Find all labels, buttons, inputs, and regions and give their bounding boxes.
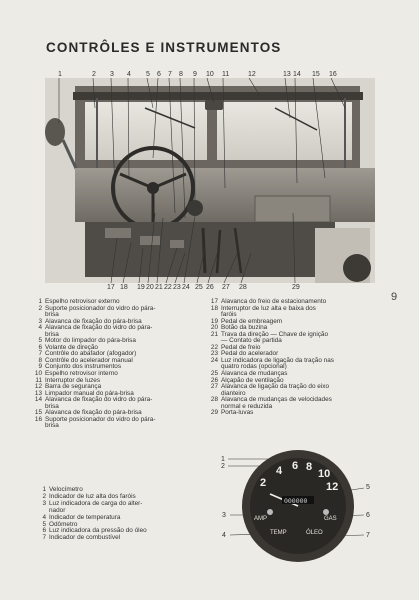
- list-item: 11 Interruptor de luzes: [35, 376, 101, 384]
- list-item: 12 Barra de segurança: [34, 383, 102, 391]
- page-number: 9: [391, 291, 398, 303]
- callout-1: 1: [58, 71, 62, 78]
- list-item: 20 Botão da buzina: [210, 324, 268, 332]
- list-item: 10 Espelho retrovisor interno: [34, 370, 118, 378]
- callout-6: 6: [157, 71, 161, 78]
- callout-4: 4: [127, 71, 131, 78]
- callout-9: 9: [193, 71, 197, 78]
- callout-18: 18: [120, 284, 128, 291]
- list-item: 8 Contrôle do acelerador manual: [38, 356, 133, 364]
- list-item: normal e reduzida: [221, 402, 273, 410]
- gauge-label-amp: AMP: [254, 516, 268, 522]
- dashboard-illustration: [45, 78, 375, 283]
- callout-10: 10: [206, 71, 214, 78]
- list-item: 21 Trava da direção — Chave de ignição: [210, 330, 329, 338]
- callout-23: 23: [173, 284, 181, 291]
- list-item: — Contato de partida: [221, 337, 282, 345]
- external-mirror: [45, 118, 65, 146]
- list-item: 3 Alavanca de fixação do pára-brisa: [38, 317, 142, 325]
- callout-21: 21: [155, 284, 163, 291]
- list-item: 7 Contrôle do abafador (afogador): [38, 350, 137, 358]
- list-item: 28 Alavanca de mudanças de velocidades: [210, 396, 332, 404]
- callout-29: 29: [292, 284, 300, 291]
- list-item: 13 Limpador manual do pára-brisa: [34, 389, 134, 397]
- callout-8: 8: [179, 71, 183, 78]
- callout-2: 2: [92, 71, 96, 78]
- instrument-legend: [32, 487, 212, 542]
- speedometer-scale-label: 8: [306, 461, 313, 473]
- list-item: 24 Luz indicadora de ligação da tração nas: [210, 356, 334, 364]
- list-item: 15 Alavanca de fixação do pára-brisa: [34, 409, 142, 417]
- list-item: brisa: [45, 330, 59, 338]
- callout-13: 13: [283, 71, 291, 78]
- legend-left: [28, 299, 214, 430]
- list-item: 26 Alçapão de ventilação: [210, 376, 284, 384]
- gauge-callout-2: 2: [221, 463, 225, 470]
- speedometer-scale-label: 10: [318, 468, 331, 480]
- rearview-mirror: [205, 100, 223, 110]
- windshield-glass-right: [217, 102, 352, 160]
- legend-right: [204, 299, 390, 417]
- list-item: brisa: [45, 402, 59, 410]
- windshield-glass-left: [85, 102, 207, 160]
- alternator-charge-light: [267, 509, 273, 515]
- callout-17: 17: [107, 284, 115, 291]
- list-item: 2 Suporte posicionador do vidro do pára-: [38, 304, 156, 312]
- callout-25: 25: [195, 284, 203, 291]
- gauge-callout-1: 1: [221, 456, 225, 463]
- page-title: CONTRÔLES E INSTRUMENTOS: [46, 40, 282, 55]
- speedometer-scale-label: 6: [292, 460, 299, 472]
- gauge-label-oil: ÓLEO: [306, 530, 323, 536]
- list-item: 19 Pedal de embreagem: [210, 317, 283, 325]
- list-item: 17 Alavanca do freio de estacionamento: [210, 298, 327, 305]
- callout-7: 7: [168, 71, 172, 78]
- gauge-callout-7: 7: [366, 532, 370, 539]
- gauge-callout-3: 3: [222, 512, 226, 519]
- list-item: 7 Indicador de combustível: [42, 534, 121, 542]
- odometer-digits: 000000: [284, 498, 308, 505]
- list-item: 18 Interruptor de luz alta e baixa dos: [210, 304, 316, 312]
- list-item: 23 Pedal do acelerador: [210, 350, 279, 358]
- callout-14: 14: [293, 71, 301, 78]
- list-item: 5 Odômetro: [42, 520, 78, 528]
- callout-16: 16: [329, 71, 337, 78]
- callout-11: 11: [222, 71, 230, 78]
- gauge-label-temp: TEMP: [270, 530, 287, 536]
- list-item: 6 Volante de direção: [38, 343, 98, 351]
- speedometer-scale-label: 4: [276, 465, 283, 477]
- list-item: 1 Espelho retrovisor externo: [38, 298, 120, 305]
- list-item: brisa: [45, 422, 59, 430]
- callout-20: 20: [146, 284, 154, 291]
- callout-24: 24: [182, 284, 190, 291]
- list-item: 25 Alavanca de mudanças: [210, 370, 288, 378]
- callout-26: 26: [206, 284, 214, 291]
- callout-19: 19: [137, 284, 145, 291]
- gauge-callout-4: 4: [222, 532, 226, 539]
- list-item: 14 Alavanca de fixação do vidro do pára-: [34, 396, 153, 404]
- list-item: 16 Suporte posicionador do vidro do pára-: [34, 415, 156, 423]
- callout-5: 5: [146, 71, 150, 78]
- list-item: 22 Pedal de freio: [210, 343, 261, 351]
- callout-15: 15: [312, 71, 320, 78]
- list-item: 5 Motor do limpador do pára-brisa: [38, 337, 136, 345]
- list-item: 2 Indicador de luz alta dos faróis: [42, 492, 136, 500]
- oil-pressure-light: [323, 509, 329, 515]
- gauge-callout-6: 6: [366, 512, 370, 519]
- list-item: 27 Alavanca de ligação da tração do eixo: [210, 383, 330, 391]
- callout-22: 22: [164, 284, 172, 291]
- list-item: 9 Conjunto dos instrumentos: [38, 363, 122, 371]
- gauge-callout-5: 5: [366, 484, 370, 491]
- callout-12: 12: [248, 71, 256, 78]
- callout-3: 3: [110, 71, 114, 78]
- speedometer-scale-label: 12: [326, 481, 339, 493]
- list-item: 29 Porta-luvas: [210, 409, 254, 417]
- callout-27: 27: [222, 284, 230, 291]
- callout-28: 28: [239, 284, 247, 291]
- list-item: nador: [49, 506, 66, 514]
- list-item: 6 Luz indicadora da pressão do óleo: [42, 527, 147, 535]
- gauge-label-gas: GAS: [324, 516, 337, 522]
- list-item: 3 Luz indicadora de carga do alter-: [42, 499, 143, 507]
- list-item: 4 Alavanca de fixação do vidro do pára-: [38, 324, 153, 332]
- list-item: faróis: [221, 311, 237, 319]
- list-item: quatro rodas (opcional): [221, 363, 287, 371]
- list-item: 4 Indicador de temperatura: [42, 513, 121, 521]
- list-item: dianteiro: [221, 389, 246, 397]
- instrument-cluster: [226, 450, 366, 565]
- list-item: brisa: [45, 311, 59, 319]
- list-item: 1 Velocímetro: [42, 486, 83, 493]
- speedometer-scale-label: 2: [260, 477, 267, 489]
